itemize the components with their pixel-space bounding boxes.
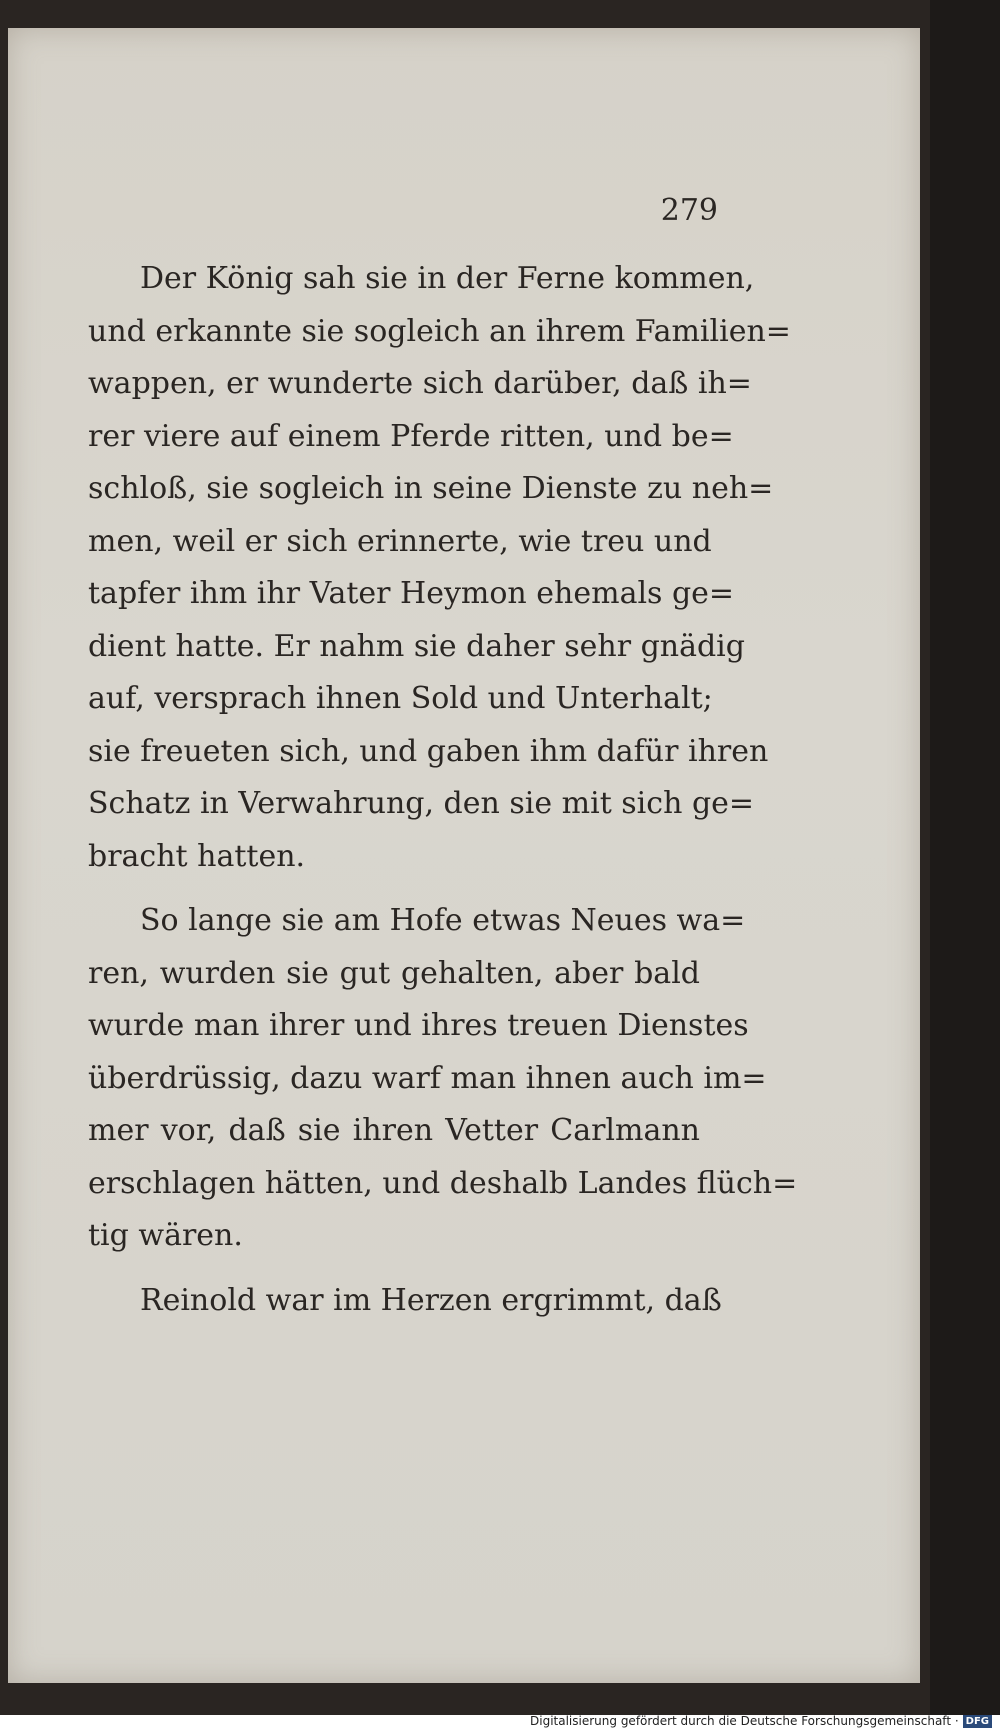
page-number: 279	[660, 193, 718, 228]
text-line: auf, versprach ihnen Sold und Unterhalt;	[88, 681, 713, 716]
text-line: tapfer ihm ihr Vater Heymon ehemals ge=	[88, 576, 735, 611]
text-line: Reinold war im Herzen ergrimmt, daß	[140, 1282, 722, 1318]
text-line: men, weil er sich erinnerte, wie treu und	[88, 523, 712, 559]
text-line: wurde man ihrer und ihres treuen Dienstes	[88, 1008, 749, 1043]
text-line: dient hatte. Er nahm sie daher sehr gnädig	[88, 628, 745, 664]
digitization-footer	[530, 1714, 992, 1728]
page-body-text	[88, 253, 798, 1327]
book-page	[8, 28, 920, 1683]
text-line: sie freueten sich, und gaben ihm dafür ihren	[88, 733, 769, 769]
paragraph-gap	[88, 1263, 700, 1275]
text-line: schloß, sie sogleich in seine Dienste zu neh=	[88, 471, 774, 506]
text-line: tig wären.	[88, 1218, 243, 1253]
text-line: rer viere auf einem Pferde ritten, und be=	[88, 418, 734, 454]
text-line: Der König sah sie in der Ferne kommen,	[140, 261, 755, 296]
text-line: So lange sie am Hofe etwas Neues wa=	[140, 903, 746, 938]
text-line: erschlagen hätten, und deshalb Landes flüch=	[88, 1165, 798, 1201]
text-line: ren, wurden sie gut gehalten, aber bald	[88, 955, 700, 991]
text-line: bracht hatten.	[88, 838, 306, 874]
text-line: und erkannte sie sogleich an ihrem Familien=	[88, 313, 791, 349]
text-line: überdrüssig, dazu warf man ihnen auch im=	[88, 1060, 767, 1096]
text-line: Schatz in Verwahrung, den sie mit sich ge=	[88, 786, 755, 821]
footer-credit: Digitalisierung gefördert durch die Deutsche Forschungsgemeinschaft ·	[530, 1714, 959, 1728]
text-line: mer vor, daß sie ihren Vetter Carlmann	[88, 1113, 700, 1148]
text-line: wappen, er wunderte sich darüber, daß ih=	[88, 366, 752, 401]
dfg-logo: DFG	[963, 1715, 992, 1728]
paragraph-gap	[88, 883, 700, 895]
